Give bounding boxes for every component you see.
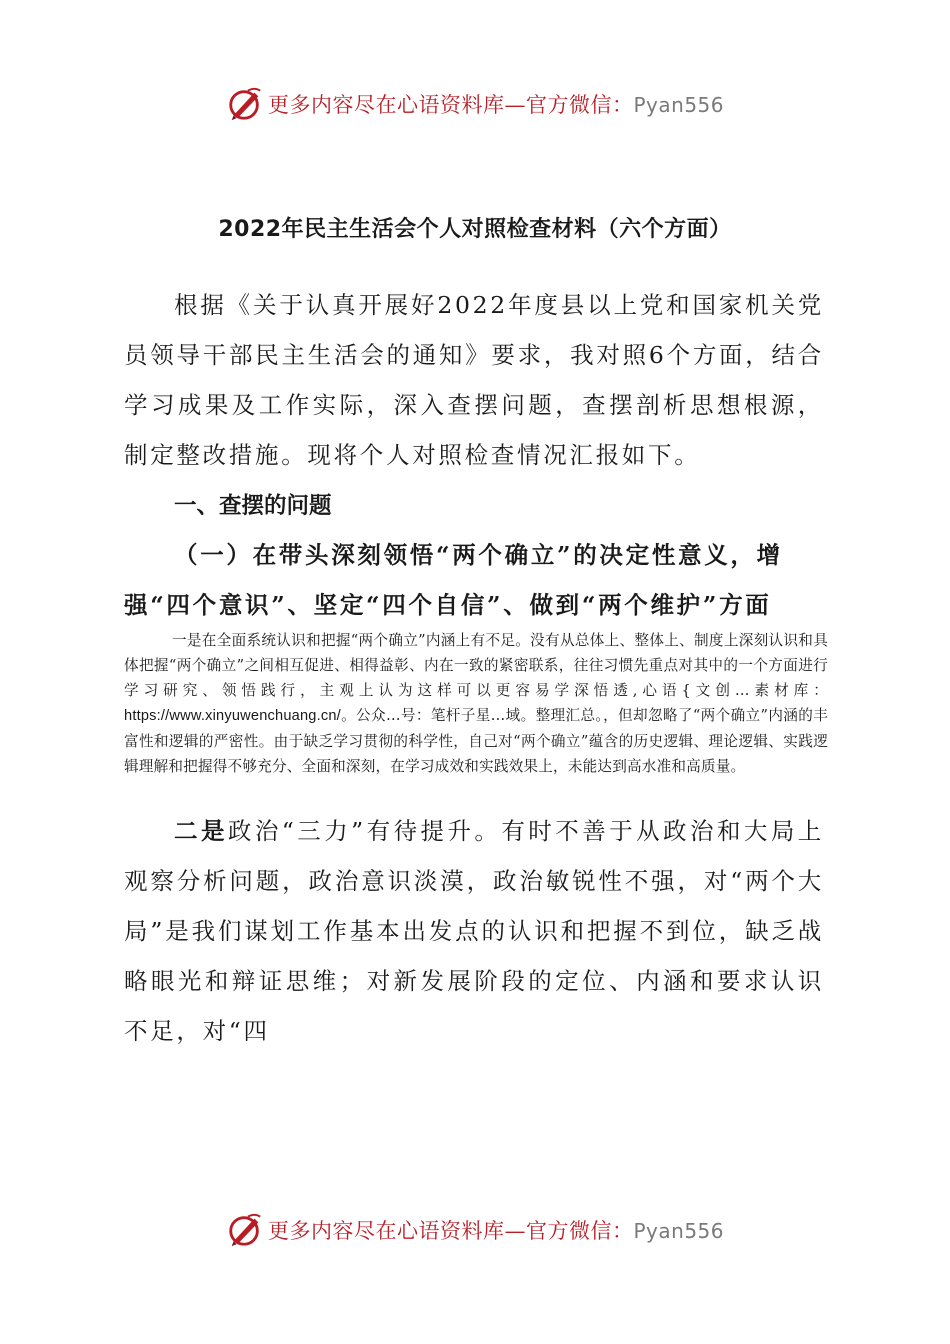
pen-logo-icon bbox=[226, 85, 264, 123]
watermark-text: 更多内容尽在心语资料库—官方微信： bbox=[267, 1219, 634, 1243]
point-one-paragraph bbox=[124, 628, 828, 779]
document-title: 2022年民主生活会个人对照检查材料（六个方面） bbox=[218, 217, 732, 242]
point-two-text: 政治“三力”有待提升。有时不善于从政治和大局上观察分析问题，政治意识淡漠，政治敏锐性不强，对“两个大局”是我们谋划工作基本出发点的认识和把握不到位，缺乏战略眼光和辩证思维；对新发展阶段的定位、内涵和要求认识不足，对“四 bbox=[124, 817, 824, 1045]
intro-paragraph: 根据《关于认真开展好2022年度县以上党和国家机关党员领导干部民主生活会的通知》要求，我对照6个方面，结合学习成果及工作实际，深入查摆问题，查摆剖析思想根源，制定整改措施。现将个人对照检查情况汇报如下。 bbox=[124, 291, 824, 469]
header-watermark bbox=[0, 80, 950, 128]
point-one-text-a: 一是在全面系统认识和把握“两个确立”内涵上有不足。没有从总体上、整体上、制度上深刻认识和具体把握“两个确立”之间相互促进、相得益彰、内在一致的紧密联系，往往习惯先重点对其中的一个方面进行学习研究、领悟践行，主观上认为这样可以更容易学深悟透,心语{文创…素材库： bbox=[124, 632, 828, 699]
wechat-id: Pyan556 bbox=[633, 1219, 724, 1243]
subsection-heading: （一）在带头深刻领悟“两个确立”的决定性意义，增强“四个意识”、坚定“四个自信”、做到“两个维护”方面 bbox=[124, 541, 783, 619]
wechat-id: Pyan556 bbox=[633, 93, 724, 117]
footer-watermark bbox=[0, 1206, 950, 1254]
source-url: https://www.xinyuwenchuang.cn/ bbox=[124, 708, 341, 724]
pen-logo-icon bbox=[226, 1211, 264, 1249]
point-two-paragraph bbox=[124, 806, 824, 1056]
section-heading: 一、查摆的问题 bbox=[174, 493, 332, 519]
point-one-text-b: 。公众…号：笔杆子星…域。整理汇总。，但却忽略了“两个确立”内涵的丰富性和逻辑的严密性。由于缺乏学习贯彻的科学性，自己对“两个确立”蕴含的历史逻辑、理论逻辑、实践逻辑理解和把握得不够充分、全面和深刻，在学习成效和实践效果上，未能达到高水准和高质量。 bbox=[124, 707, 828, 775]
point-two-lead: 二是 bbox=[174, 817, 228, 845]
watermark-text: 更多内容尽在心语资料库—官方微信： bbox=[267, 93, 634, 117]
